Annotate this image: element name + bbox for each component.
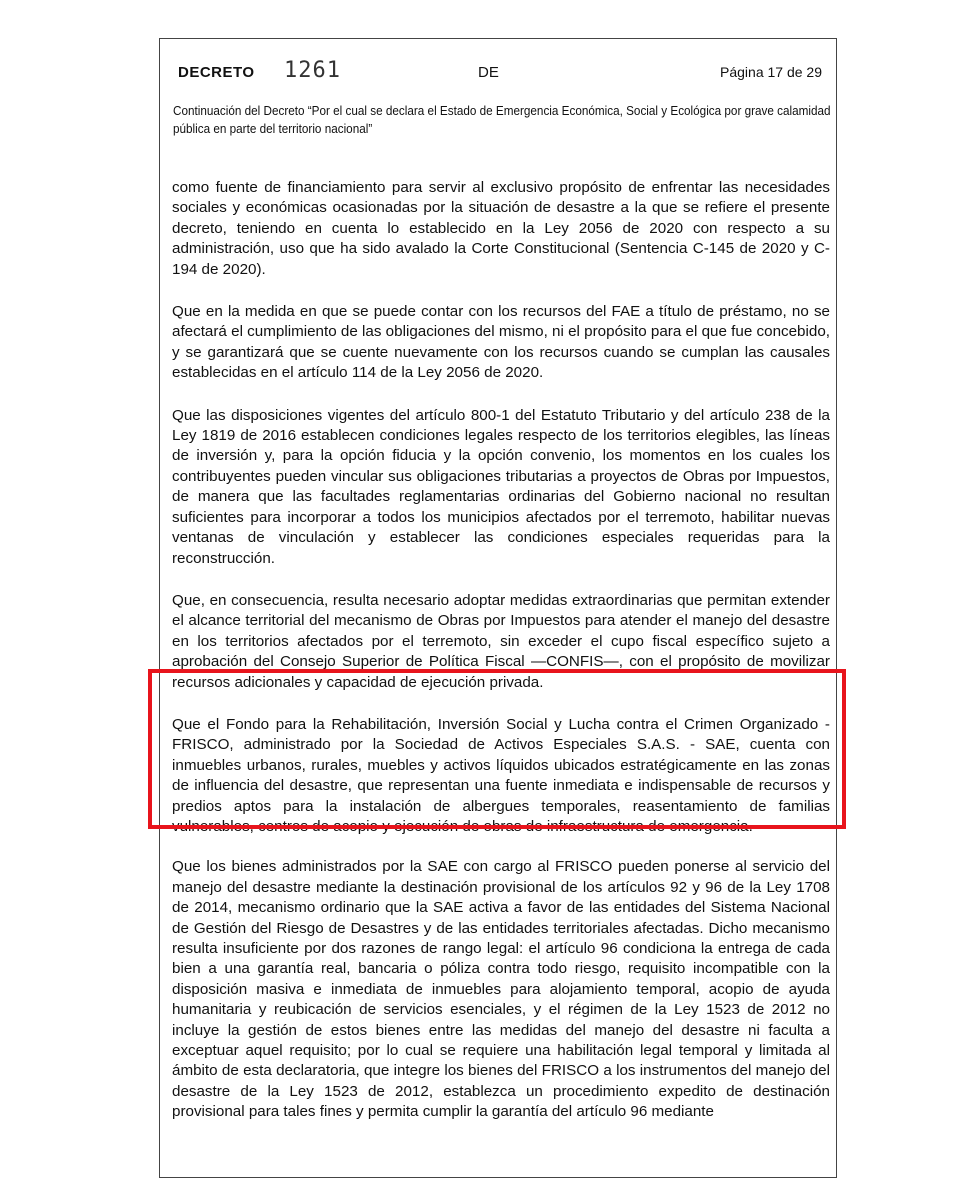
document-header	[178, 58, 828, 88]
paragraph: Que en la medida en que se puede contar con los recursos del FAE a título de préstamo, no se afectará el cumplimiento de las obligaciones del mismo, ni el propósito para el que fue concebido, y se garantizará que se cuente nuevamente con los recursos cuando se cumplan las causales establecidas en el artículo 114 de la Ley 2056 de 2020.	[172, 303, 830, 382]
paragraph: Que las disposiciones vigentes del artículo 800-1 del Estatuto Tributario y del artículo 238 de la Ley 1819 de 2016 establecen condiciones legales respecto de los territorios elegibles, las líneas de inversión y, para la opción fiducia y la opción convenio, los momentos en los cuales los contribuyentes pueden vincular sus obligaciones tributarias a proyectos de Obras por Impuestos, de manera que las facultades reglamentarias ordinarias del Gobierno nacional no resultan suficientes para incorporar a todos los municipios afectados por el terremoto, habilitar nuevas ventanas de vinculación y establecer las condiciones especiales requeridas para la reconstrucción.	[172, 406, 830, 567]
highlighted-paragraph: Que el Fondo para la Rehabilitación, Inversión Social y Lucha contra el Crimen Organizado - FRISCO, administrado por la Sociedad de Activos Especiales S.A.S. - SAE, cuenta con inmuebles urbanos, rurales, muebles y activos líquidos ubicados estratégicamente en las zonas de influencia del desastre, que representan una fuente inmediata e indispensable de recursos y predios aptos para la instalación de albergues temporales, reasentamiento de familias vulnerables, centros de acopio y ejecución de obras de infraestructura de emergencia.	[172, 715, 830, 835]
continuation-title: Continuación del Decreto “Por el cual se declara el Estado de Emergencia Económica, Social y Ecológica por grave calamidad pública en parte del territorio nacional”	[173, 104, 831, 136]
document-body	[172, 178, 830, 1145]
page-number: Página 17 de 29	[720, 64, 822, 80]
paragraph: Que los bienes administrados por la SAE con cargo al FRISCO pueden ponerse al servicio del manejo del desastre mediante la destinación provisional de los artículos 92 y 96 de la Ley 1708 de 2014, mecanismo ordinario que la SAE activa a favor de las entidades del Sistema Nacional de Gestión del Riesgo de Desastres y de las entidades territoriales afectadas. Dicho mecanismo resulta insuficiente por dos razones de rango legal: el artículo 96 condiciona la entrega de cada bien a una garantía real, bancaria o póliza contra todo riesgo, requisito incompatible con la disposición masiva e inmediata de inmuebles para alojamiento temporal, acopio de ayuda humanitaria y reubicación de servicios esenciales, y el régimen de la Ley 1523 de 2012 no incluye la gestión de estos bienes entre las medidas del manejo del desastre ni faculta a exceptuar aquel requisito; por lo cual se requiere una habilitación legal temporal y limitada al ámbito de esta declaratoria, que integre los bienes del FRISCO a los instrumentos del manejo del desastre de la Ley 1523 de 2012, establezca un procedimiento expedito de destinación provisional para tales fines y permita cumplir la garantía del artículo 96 mediante	[172, 858, 830, 1121]
de-label: DE	[478, 64, 499, 81]
decreto-label: DECRETO	[178, 64, 255, 81]
paragraph: Que, en consecuencia, resulta necesario adoptar medidas extraordinarias que permitan extender el alcance territorial del mecanismo de Obras por Impuestos para atender el manejo del desastre en los territorios afectados por el terremoto, sin exceder el cupo fiscal específico sujeto a aprobación del Consejo Superior de Política Fiscal —CONFIS—, con el propósito de movilizar recursos adicionales y capacidad de ejecución privada.	[172, 591, 830, 691]
paragraph: como fuente de financiamiento para servir al exclusivo propósito de enfrentar las necesidades sociales y económicas ocasionadas por la situación de desastre a la que se refiere el presente decreto, teniendo en cuenta lo establecido en la Ley 2056 de 2020 con respecto a su administración, uso que ha sido avalado la Corte Constitucional (Sentencia C-145 de 2020 y C-194 de 2020).	[172, 179, 830, 278]
decreto-number-stamp: 1261	[284, 58, 341, 83]
